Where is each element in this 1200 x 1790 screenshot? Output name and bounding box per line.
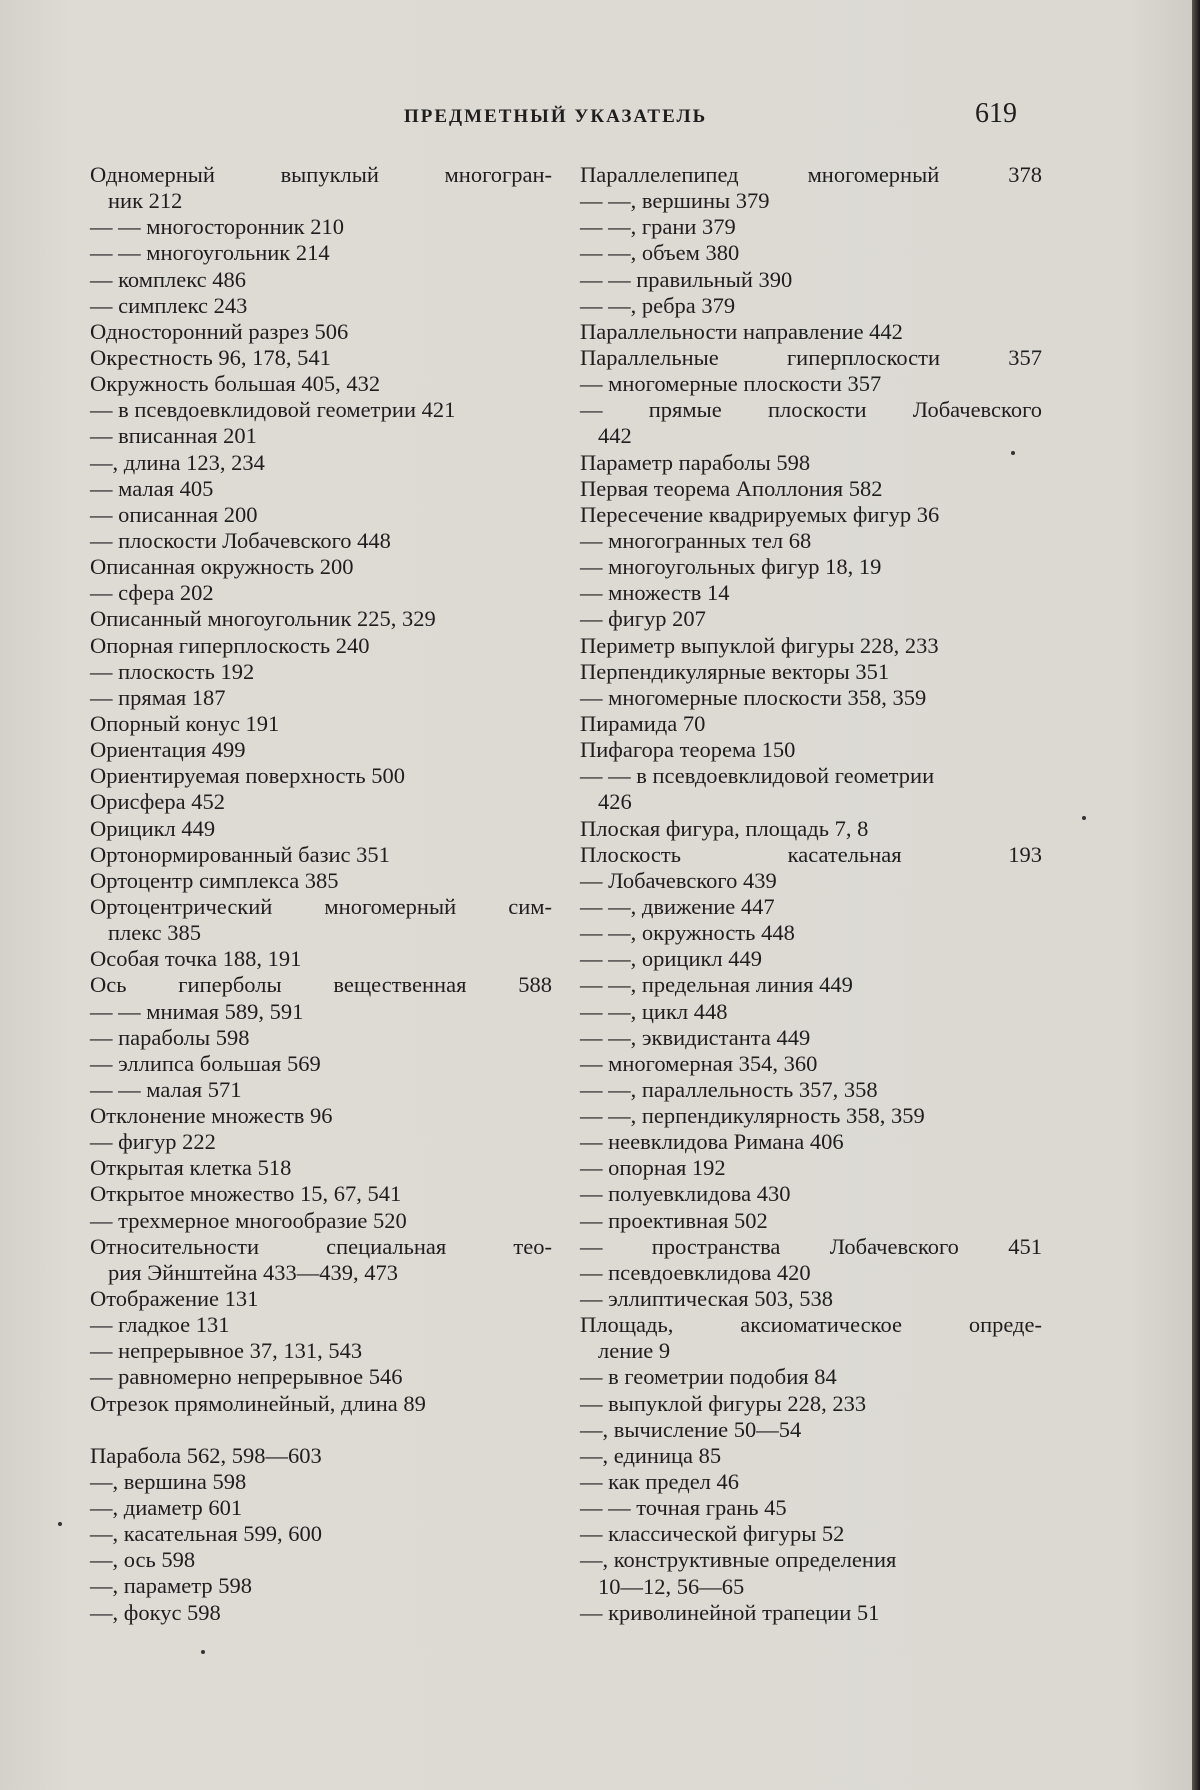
index-entry: — —, эквидистанта 449 <box>580 1025 1042 1051</box>
index-entry: Односторонний разрез 506 <box>90 319 552 345</box>
page-edge-shadow <box>1192 0 1200 1790</box>
index-entry: Ортоцентрический многомерный сим- <box>90 894 552 920</box>
index-entry: — описанная 200 <box>90 502 552 528</box>
index-entry: Открытое множество 15, 67, 541 <box>90 1181 552 1207</box>
index-entry: — — точная грань 45 <box>580 1495 1042 1521</box>
index-entry: Перпендикулярные векторы 351 <box>580 659 1042 685</box>
index-entry: Относительности специальная тео- <box>90 1234 552 1260</box>
index-entry: — полуевклидова 430 <box>580 1181 1042 1207</box>
index-entry: — —, предельная линия 449 <box>580 972 1042 998</box>
index-entry: — — правильный 390 <box>580 267 1042 293</box>
index-entry: Параллельности направление 442 <box>580 319 1042 345</box>
index-entry: 442 <box>580 423 1042 449</box>
index-entry: Опорный конус 191 <box>90 711 552 737</box>
index-entry: — комплекс 486 <box>90 267 552 293</box>
index-entry: — —, объем 380 <box>580 240 1042 266</box>
index-entry: — фигур 207 <box>580 606 1042 632</box>
page-number: 619 <box>975 98 1017 130</box>
index-entry: — симплекс 243 <box>90 293 552 319</box>
index-entry: — многомерные плоскости 358, 359 <box>580 685 1042 711</box>
index-entry: — —, окружность 448 <box>580 920 1042 946</box>
index-entry: —, вычисление 50—54 <box>580 1417 1042 1443</box>
index-entry: плекс 385 <box>90 920 552 946</box>
index-entry: — вписанная 201 <box>90 423 552 449</box>
index-entry: — —, орицикл 449 <box>580 946 1042 972</box>
index-entry: — множеств 14 <box>580 580 1042 606</box>
index-entry: — Лобачевского 439 <box>580 868 1042 894</box>
index-entry: Окрестность 96, 178, 541 <box>90 345 552 371</box>
index-entry: — гладкое 131 <box>90 1312 552 1338</box>
index-entry: 426 <box>580 789 1042 815</box>
index-entry: — проективная 502 <box>580 1208 1042 1234</box>
index-entry: Ось гиперболы вещественная 588 <box>90 972 552 998</box>
print-speck <box>1011 451 1015 455</box>
index-entry: Особая точка 188, 191 <box>90 946 552 972</box>
index-entry: — выпуклой фигуры 228, 233 <box>580 1391 1042 1417</box>
index-entry: Пересечение квадрируемых фигур 36 <box>580 502 1042 528</box>
index-entry: — —, вершины 379 <box>580 188 1042 214</box>
index-entry: — сфера 202 <box>90 580 552 606</box>
index-entry: — эллиптическая 503, 538 <box>580 1286 1042 1312</box>
index-entry: — —, цикл 448 <box>580 999 1042 1025</box>
index-entry: Ортонормированный базис 351 <box>90 842 552 868</box>
index-entry: —, параметр 598 <box>90 1573 552 1599</box>
index-entry: — псевдоевклидова 420 <box>580 1260 1042 1286</box>
index-entry: Одномерный выпуклый многогран- <box>90 162 552 188</box>
index-entry: — в псевдоевклидовой геометрии 421 <box>90 397 552 423</box>
index-entry: — — в псевдоевклидовой геометрии <box>580 763 1042 789</box>
index-entry: — опорная 192 <box>580 1155 1042 1181</box>
index-entry: —, фокус 598 <box>90 1600 552 1626</box>
index-entry: Орисфера 452 <box>90 789 552 815</box>
index-entry: — — малая 571 <box>90 1077 552 1103</box>
index-entry: Ориентируемая поверхность 500 <box>90 763 552 789</box>
page-header <box>0 98 1200 138</box>
index-entry: Ортоцентр симплекса 385 <box>90 868 552 894</box>
index-entry: Параллельные гиперплоскости 357 <box>580 345 1042 371</box>
print-speck <box>1082 816 1086 820</box>
index-entry: — пространства Лобачевского 451 <box>580 1234 1042 1260</box>
index-entry: —, ось 598 <box>90 1547 552 1573</box>
index-entry: ник 212 <box>90 188 552 214</box>
index-entry: — равномерно непрерывное 546 <box>90 1364 552 1390</box>
index-entry: Парабола 562, 598—603 <box>90 1443 552 1469</box>
index-entry: — классической фигуры 52 <box>580 1521 1042 1547</box>
index-entry: — неевклидова Римана 406 <box>580 1129 1042 1155</box>
index-entry: Открытая клетка 518 <box>90 1155 552 1181</box>
index-entry: Опорная гиперплоскость 240 <box>90 633 552 659</box>
index-entry: Описанная окружность 200 <box>90 554 552 580</box>
running-head: ПРЕДМЕТНЫЙ УКАЗАТЕЛЬ <box>404 106 707 128</box>
index-entry: — —, ребра 379 <box>580 293 1042 319</box>
index-entry: —, единица 85 <box>580 1443 1042 1469</box>
index-entry: — — многоугольник 214 <box>90 240 552 266</box>
print-speck <box>201 1650 205 1654</box>
index-entry: Плоская фигура, площадь 7, 8 <box>580 816 1042 842</box>
index-entry: — — многосторонник 210 <box>90 214 552 240</box>
index-entry: — многомерные плоскости 357 <box>580 371 1042 397</box>
index-entry: — эллипса большая 569 <box>90 1051 552 1077</box>
index-entry: Отображение 131 <box>90 1286 552 1312</box>
index-entry: Отклонение множеств 96 <box>90 1103 552 1129</box>
letter-group-gap <box>90 1417 552 1443</box>
index-entry: ление 9 <box>580 1338 1042 1364</box>
index-column-left <box>90 162 552 1626</box>
index-entry: — —, грани 379 <box>580 214 1042 240</box>
index-entry: Пифагора теорема 150 <box>580 737 1042 763</box>
index-entry: Периметр выпуклой фигуры 228, 233 <box>580 633 1042 659</box>
index-entry: — многомерная 354, 360 <box>580 1051 1042 1077</box>
index-entry: — многогранных тел 68 <box>580 528 1042 554</box>
index-column-right <box>580 162 1042 1626</box>
index-entry: Орицикл 449 <box>90 816 552 842</box>
index-entry: Параметр параболы 598 <box>580 450 1042 476</box>
index-entry: — —, перпендикулярность 358, 359 <box>580 1103 1042 1129</box>
index-entry: —, длина 123, 234 <box>90 450 552 476</box>
index-entry: — — мнимая 589, 591 <box>90 999 552 1025</box>
index-entry: — многоугольных фигур 18, 19 <box>580 554 1042 580</box>
index-entry: — —, движение 447 <box>580 894 1042 920</box>
index-entry: 10—12, 56—65 <box>580 1574 1042 1600</box>
index-entry: — прямая 187 <box>90 685 552 711</box>
index-entry: — малая 405 <box>90 476 552 502</box>
index-entry: — —, параллельность 357, 358 <box>580 1077 1042 1103</box>
index-entry: — непрерывное 37, 131, 543 <box>90 1338 552 1364</box>
index-entry: —, конструктивные определения <box>580 1547 1042 1573</box>
index-entry: Параллелепипед многомерный 378 <box>580 162 1042 188</box>
index-entry: Пирамида 70 <box>580 711 1042 737</box>
index-entry: Ориентация 499 <box>90 737 552 763</box>
index-entry: — прямые плоскости Лобачевского <box>580 397 1042 423</box>
index-entry: — плоскости Лобачевского 448 <box>90 528 552 554</box>
index-entry: — как предел 46 <box>580 1469 1042 1495</box>
index-entry: рия Эйнштейна 433—439, 473 <box>90 1260 552 1286</box>
index-entry: Плоскость касательная 193 <box>580 842 1042 868</box>
index-entry: — в геометрии подобия 84 <box>580 1364 1042 1390</box>
index-entry: — криволинейной трапеции 51 <box>580 1600 1042 1626</box>
index-entry: — трехмерное многообразие 520 <box>90 1208 552 1234</box>
index-entry: —, касательная 599, 600 <box>90 1521 552 1547</box>
index-entry: — плоскость 192 <box>90 659 552 685</box>
index-entry: Окружность большая 405, 432 <box>90 371 552 397</box>
index-entry: Первая теорема Аполлония 582 <box>580 476 1042 502</box>
index-entry: — параболы 598 <box>90 1025 552 1051</box>
index-entry: Площадь, аксиоматическое опреде- <box>580 1312 1042 1338</box>
index-entry: —, вершина 598 <box>90 1469 552 1495</box>
index-entry: Описанный многоугольник 225, 329 <box>90 606 552 632</box>
index-entry: —, диаметр 601 <box>90 1495 552 1521</box>
print-speck <box>58 1522 62 1526</box>
index-entry: Отрезок прямолинейный, длина 89 <box>90 1391 552 1417</box>
index-entry: — фигур 222 <box>90 1129 552 1155</box>
